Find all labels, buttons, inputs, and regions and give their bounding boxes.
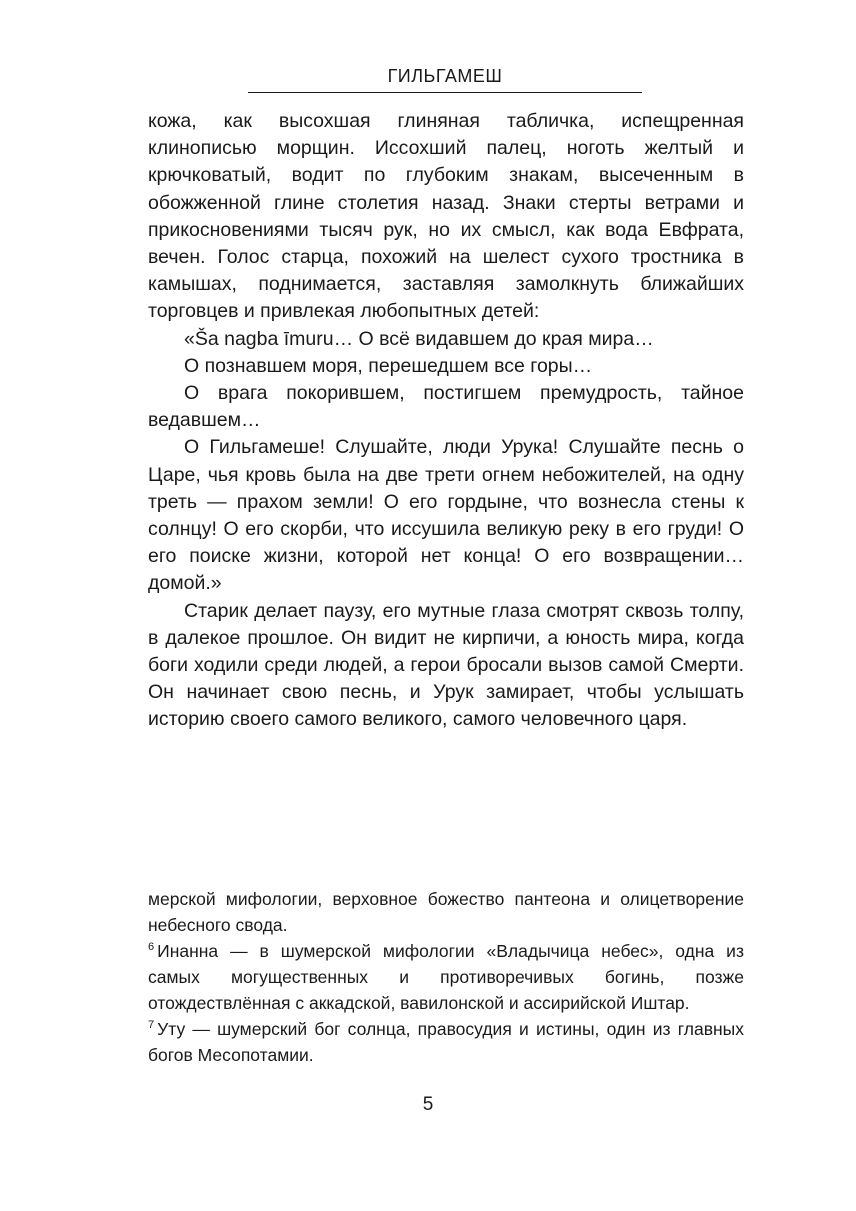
running-head: ГИЛЬГАМЕШ [387, 66, 503, 86]
footnote-text: Инанна — в шумерской мифологии «Владычица небес», одна из самых могущественных и противоречивых богинь, позже отождествлённая с аккадской, вавилонской и ассирийской Иштар. [148, 941, 744, 1013]
paragraph: О Гильгамеше! Слушайте, люди Урука! Слушайте песнь о Царе, чья кровь была на две трети огнем небожителей, на одну треть — прахом земли! О его гордыне, что вознесла стены к солнцу! О его скорби, что иссушила великую реку в его груди! О его поиске жизни, которой нет конца! О его возвращении… домой.» [148, 436, 744, 595]
footnote-continuation: мерской мифологии, верховное божество пантеона и олицетворение небесного свода. [148, 889, 744, 935]
paragraph: кожа, как высохшая глиняная табличка, испещренная клинописью морщин. Иссохший палец, ноготь желтый и крючковатый, водит по глубоким знакам, высеченным в обожженной глине столетия назад. Знаки стерты ветрами и прикосновениями тысяч рук, но их смысл, как вода Евфрата, вечен. Голос старца, похожий на шелест сухого тростника в камышах, поднимается, заставляя замолкнуть ближайших торговцев и привлекая любопытных детей: [148, 110, 744, 323]
footnote-7 [148, 1016, 744, 1068]
footnote-6 [148, 938, 744, 1016]
footnote-text: Уту — шумерский бог солнца, правосудия и истины, один из главных богов Месопотамии. [148, 1019, 744, 1065]
paragraph: О врага покорившем, постигшем премудрость, тайное ведавшем… [148, 382, 744, 432]
main-text [148, 108, 744, 734]
paragraph: Старик делает паузу, его мутные глаза смотрят сквозь толпу, в далекое прошлое. Он видит не кирпичи, а юность мира, когда боги ходили среди людей, а герои бросали вызов самой Смерти. Он начинает свою песнь, и Урук замирает, чтобы услышать историю своего самого великого, самого человечного царя. [148, 599, 744, 731]
header-rule [248, 92, 642, 93]
footnotes [148, 886, 744, 1068]
paragraph: «Ša nagba īmuru… О всё видавшем до края мира… [184, 327, 654, 350]
paragraph: О познавшем моря, перешедшем все горы… [184, 354, 593, 377]
footnote-mark: 6 [148, 941, 155, 954]
footnote-mark: 7 [148, 1019, 155, 1032]
page-number: 5 [422, 1094, 434, 1115]
